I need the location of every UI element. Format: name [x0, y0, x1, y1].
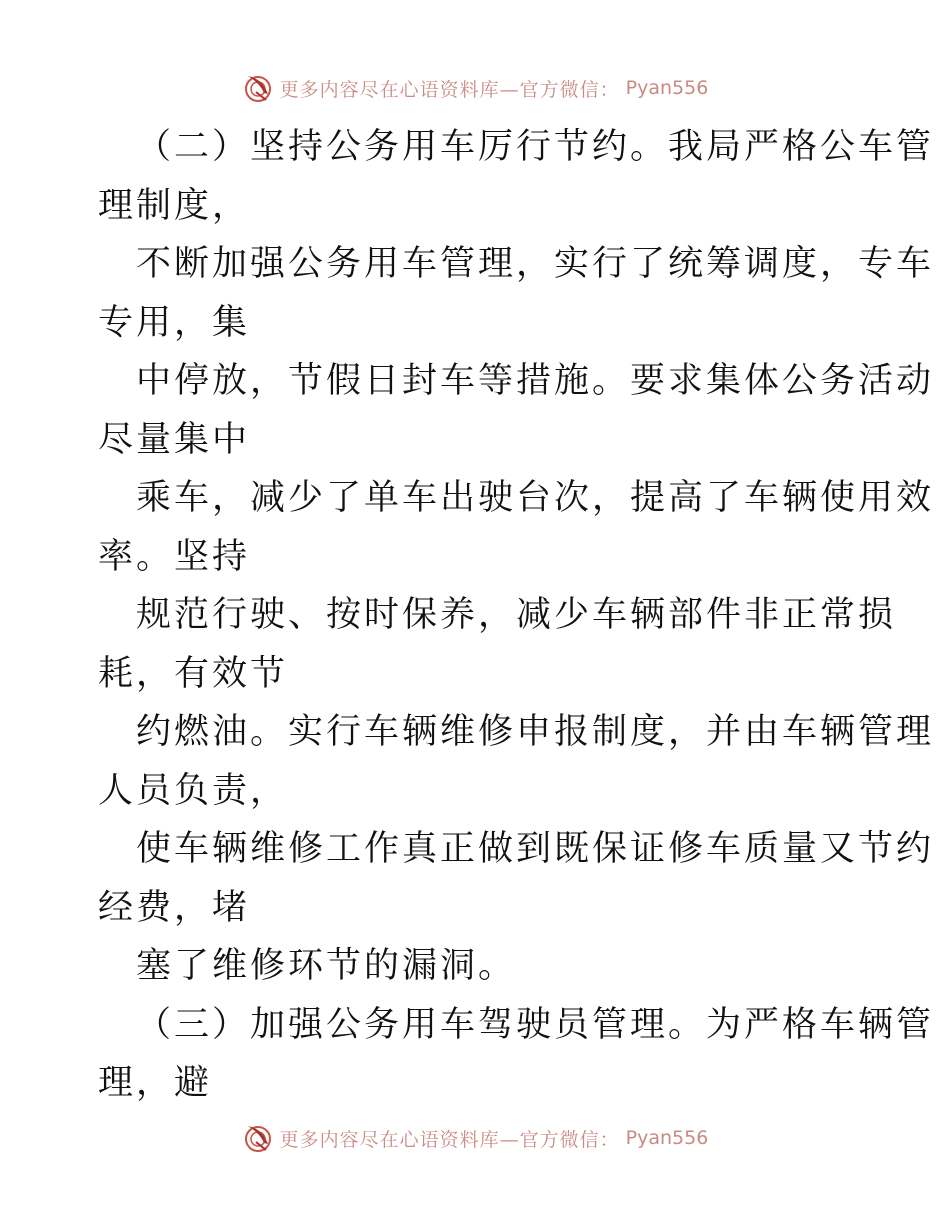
text-line: 塞了维修环节的漏洞。: [136, 946, 517, 986]
text-line: 率。坚持: [98, 536, 251, 577]
text-line: 人员负责，: [98, 770, 289, 811]
text-line: 不断加强公务用车管理，实行了统筹调度，专车: [136, 244, 935, 284]
document-body: [98, 118, 935, 1113]
text-line: 使车辆维修工作真正做到既保证修车质量又节约: [136, 829, 935, 869]
text-line: 理，避: [98, 1063, 213, 1103]
text-line: 中停放，节假日封车等措施。要求集体公务活动: [136, 361, 935, 401]
text-line: 乘车，减少了单车出驶台次，提高了车辆使用效: [136, 478, 935, 518]
text-line: 耗，有效节: [98, 653, 289, 694]
text-line: 经费，堵: [98, 887, 251, 928]
wechat-id: Pyan556: [625, 77, 709, 99]
banner-text: 更多内容尽在心语资料库—官方微信：: [279, 1128, 620, 1151]
text-line: 理制度，: [98, 185, 251, 226]
wechat-id: Pyan556: [625, 1127, 709, 1149]
header-banner: [0, 72, 950, 104]
text-line: 尽量集中: [98, 419, 251, 460]
feather-seal-icon: [242, 1122, 274, 1154]
text-line: 约燃油。实行车辆维修申报制度，并由车辆管理: [136, 712, 935, 752]
footer-banner: [0, 1122, 950, 1154]
banner-text: 更多内容尽在心语资料库—官方微信：: [279, 78, 620, 101]
text-line: （二）坚持公务用车厉行节约。我局严格公车管: [136, 127, 935, 167]
text-line: （三）加强公务用车驾驶员管理。为严格车辆管: [136, 1004, 935, 1045]
text-line: 专用，集: [98, 302, 251, 343]
feather-seal-icon: [242, 72, 274, 104]
text-line: 规范行驶、按时保养，减少车辆部件非正常损: [136, 595, 897, 635]
